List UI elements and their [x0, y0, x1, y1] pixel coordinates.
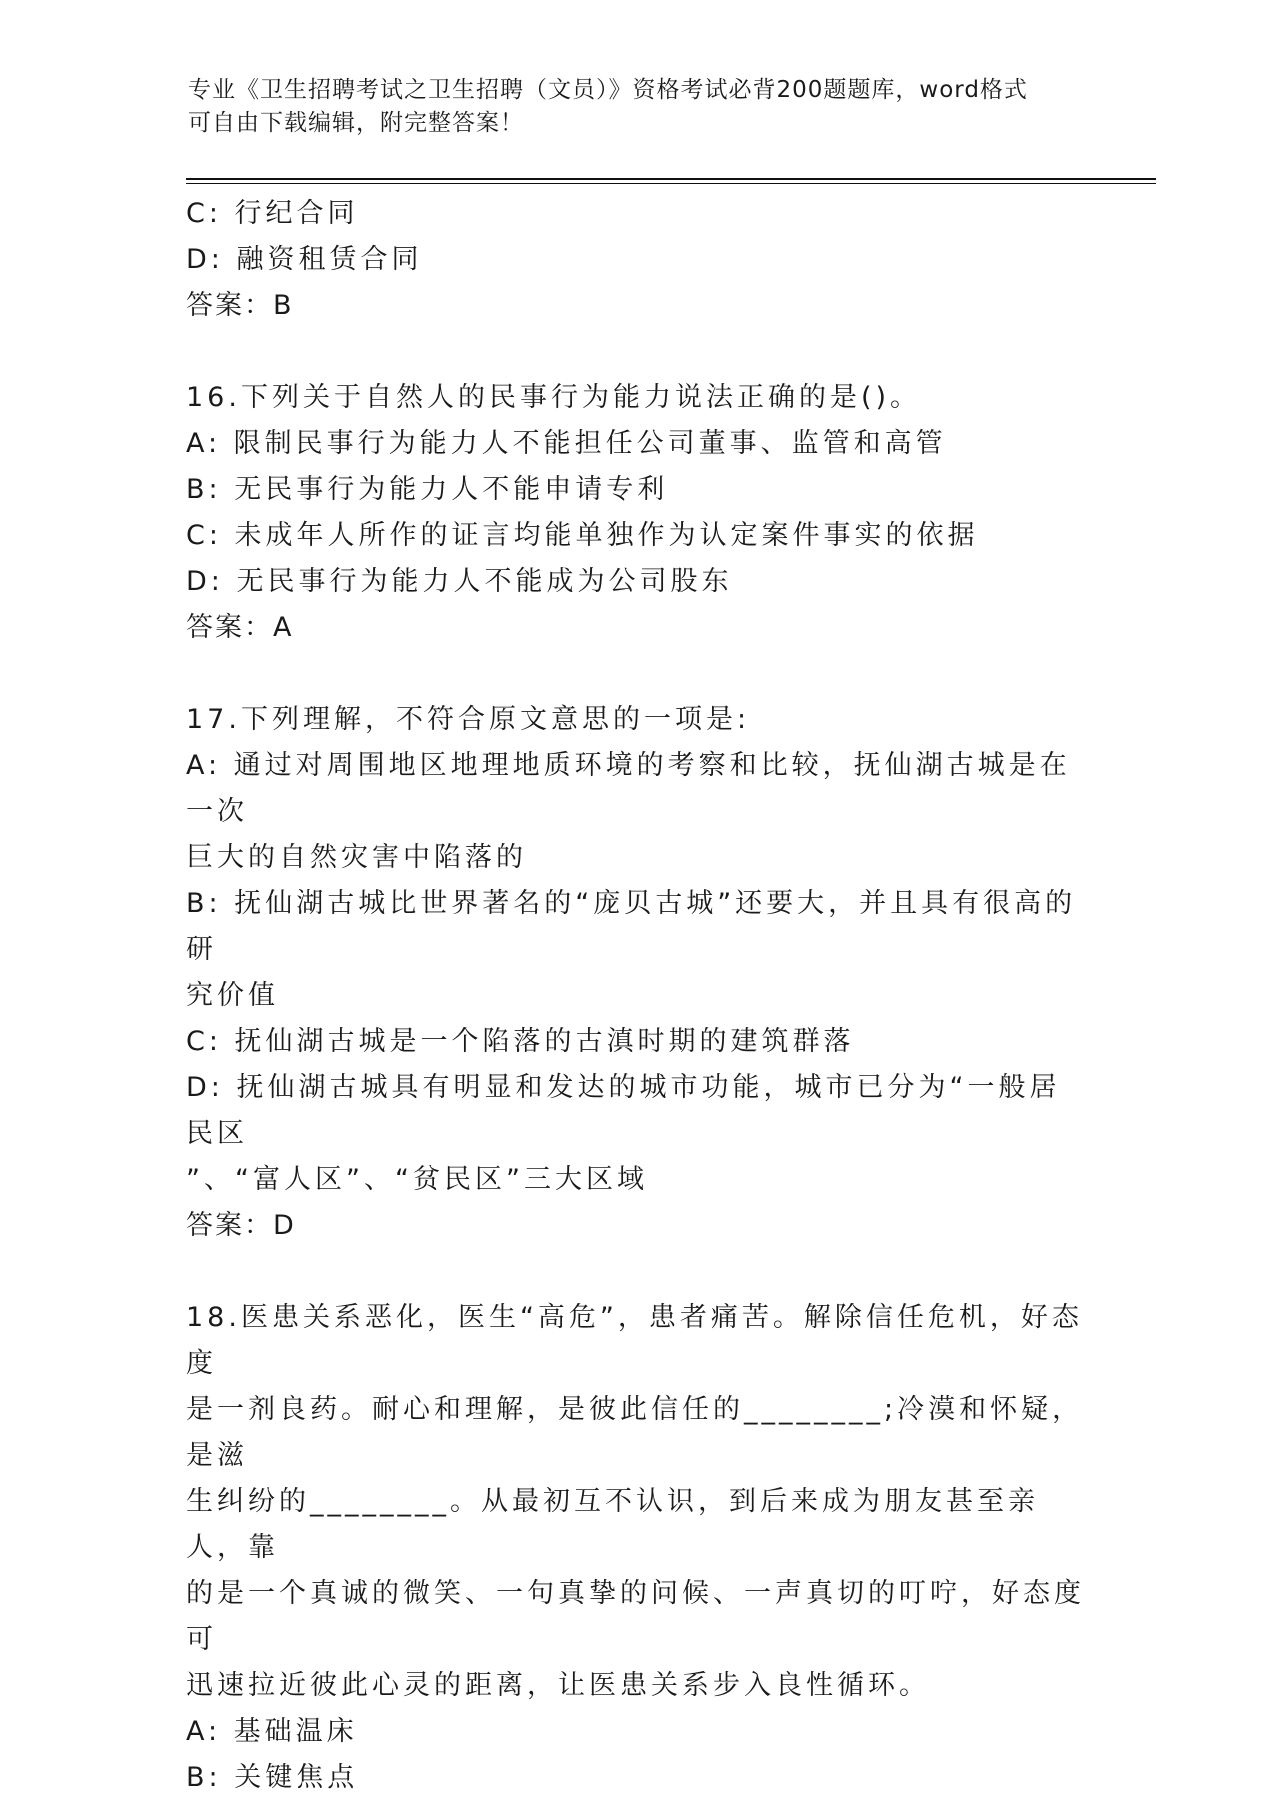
spacer [186, 651, 1086, 697]
header-divider-thick [186, 178, 1156, 180]
option-b: B: 抚仙湖古城比世界著名的“庞贝古城”还要大，并且具有很高的研 [186, 888, 1077, 965]
question-stem-line-1: 18.医患关系恶化，医生“高危”，患者痛苦。解除信任危机，好态度 [186, 1302, 1083, 1379]
spacer [186, 1249, 1086, 1295]
header-divider-thin [186, 183, 1156, 184]
answer-line: 答案：B [186, 290, 294, 321]
question-16 [186, 375, 1086, 651]
question-stem-line-2: 是一剂良药。耐心和理解，是彼此信任的________;冷漠和怀疑，是滋 [186, 1394, 1084, 1471]
question-stem-line-3: 生纠纷的________。从最初互不认识，到后来成为朋友甚至亲人，靠 [186, 1486, 1039, 1563]
option-c: C: 未成年人所作的证言均能单独作为认定案件事实的依据 [186, 520, 979, 551]
question-stem: 17.下列理解，不符合原文意思的一项是: [186, 704, 751, 735]
option-c: C: 抚仙湖古城是一个陷落的古滇时期的建筑群落 [186, 1026, 855, 1057]
question-stem-line-4: 的是一个真诚的微笑、一句真挚的问候、一声真切的叮咛，好态度可 [186, 1578, 1085, 1655]
question-15-continued [186, 191, 1086, 329]
option-d: D: 抚仙湖古城具有明显和发达的城市功能，城市已分为“一般居民区 [186, 1072, 1061, 1149]
option-a: A: 限制民事行为能力人不能担任公司董事、监管和高管 [186, 428, 947, 459]
option-b-continued: 究价值 [186, 980, 279, 1011]
question-stem-line-5: 迅速拉近彼此心灵的距离，让医患关系步入良性循环。 [186, 1670, 930, 1701]
option-b: B: 关键焦点 [186, 1762, 359, 1793]
option-c: C: 行纪合同 [186, 198, 359, 229]
option-d: D: 融资租赁合同 [186, 244, 423, 275]
document-header [188, 74, 1068, 140]
header-line-1: 专业《卫生招聘考试之卫生招聘（文员）》资格考试必背200题题库，word格式 [188, 77, 1028, 103]
option-a: A: 基础温床 [186, 1716, 358, 1747]
option-a: A: 通过对周围地区地理地质环境的考察和比较，抚仙湖古城是在一次 [186, 750, 1071, 827]
question-18 [186, 1295, 1086, 1801]
question-17 [186, 697, 1086, 1249]
option-a-continued: 巨大的自然灾害中陷落的 [186, 842, 527, 873]
header-line-2: 可自由下载编辑，附完整答案！ [188, 110, 524, 136]
spacer [186, 329, 1086, 375]
option-d-continued: ”、“富人区”、“贫民区”三大区域 [186, 1164, 648, 1195]
option-b: B: 无民事行为能力人不能申请专利 [186, 474, 669, 505]
document-body [186, 191, 1086, 1801]
answer-line: 答案：A [186, 612, 294, 643]
answer-line: 答案：D [186, 1210, 296, 1241]
question-stem: 16.下列关于自然人的民事行为能力说法正确的是()。 [186, 382, 922, 413]
option-d: D: 无民事行为能力人不能成为公司股东 [186, 566, 733, 597]
